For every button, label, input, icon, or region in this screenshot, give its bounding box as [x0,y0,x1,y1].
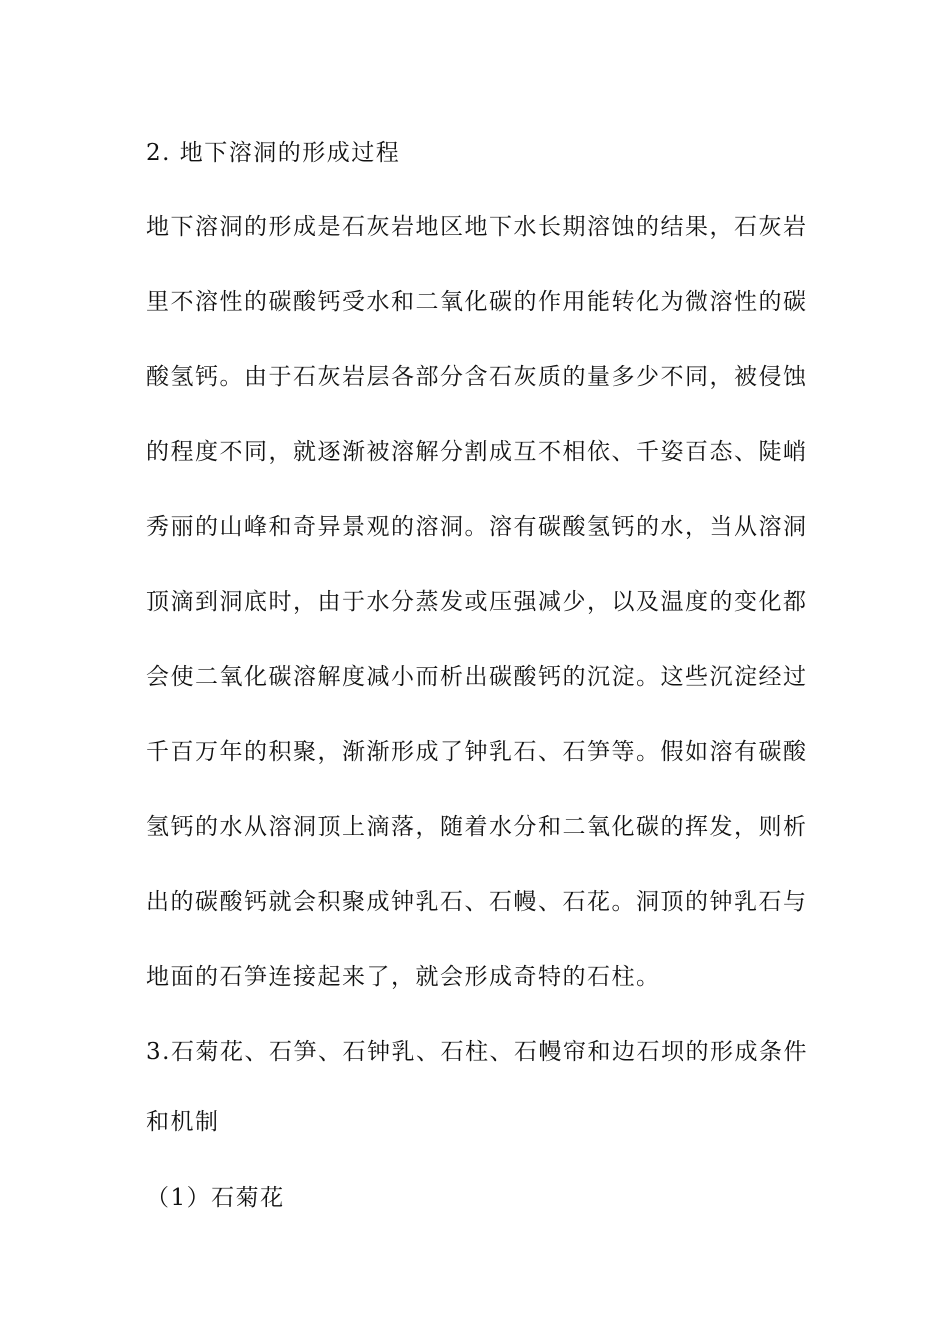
paragraph-line: 酸氢钙。由于石灰岩层各部分含石灰质的量多少不同，被侵蚀 [146,364,808,390]
paragraph-line: 的程度不同，就逐渐被溶解分割成互不相依、千姿百态、陡峭 [146,439,808,465]
paragraph-line: 里不溶性的碳酸钙受水和二氧化碳的作用能转化为微溶性的碳 [146,289,808,315]
paragraph-line: 会使二氧化碳溶解度减小而析出碳酸钙的沉淀。这些沉淀经过 [146,664,808,690]
paragraph-line: 顶滴到洞底时，由于水分蒸发或压强减少，以及温度的变化都 [146,589,808,615]
paragraph-line: 千百万年的积聚，渐渐形成了钟乳石、石笋等。假如溶有碳酸 [146,739,808,765]
subsection-heading: （1）石菊花 [146,1185,285,1211]
section-heading: 2. 地下溶洞的形成过程 [146,140,401,166]
paragraph-line: 出的碳酸钙就会积聚成钟乳石、石幔、石花。洞顶的钟乳石与 [146,889,808,915]
paragraph-line: 地下溶洞的形成是石灰岩地区地下水长期溶蚀的结果，石灰岩 [146,214,808,240]
paragraph-line: 地面的石笋连接起来了，就会形成奇特的石柱。 [146,964,661,990]
paragraph-line: 秀丽的山峰和奇异景观的溶洞。溶有碳酸氢钙的水，当从溶洞 [146,514,808,540]
section-heading-line: 3.石菊花、石笋、石钟乳、石柱、石幔帘和边石坝的形成条件 [146,1039,808,1065]
section-heading-line: 和机制 [146,1109,220,1135]
paragraph-line: 氢钙的水从溶洞顶上滴落，随着水分和二氧化碳的挥发，则析 [146,814,808,840]
